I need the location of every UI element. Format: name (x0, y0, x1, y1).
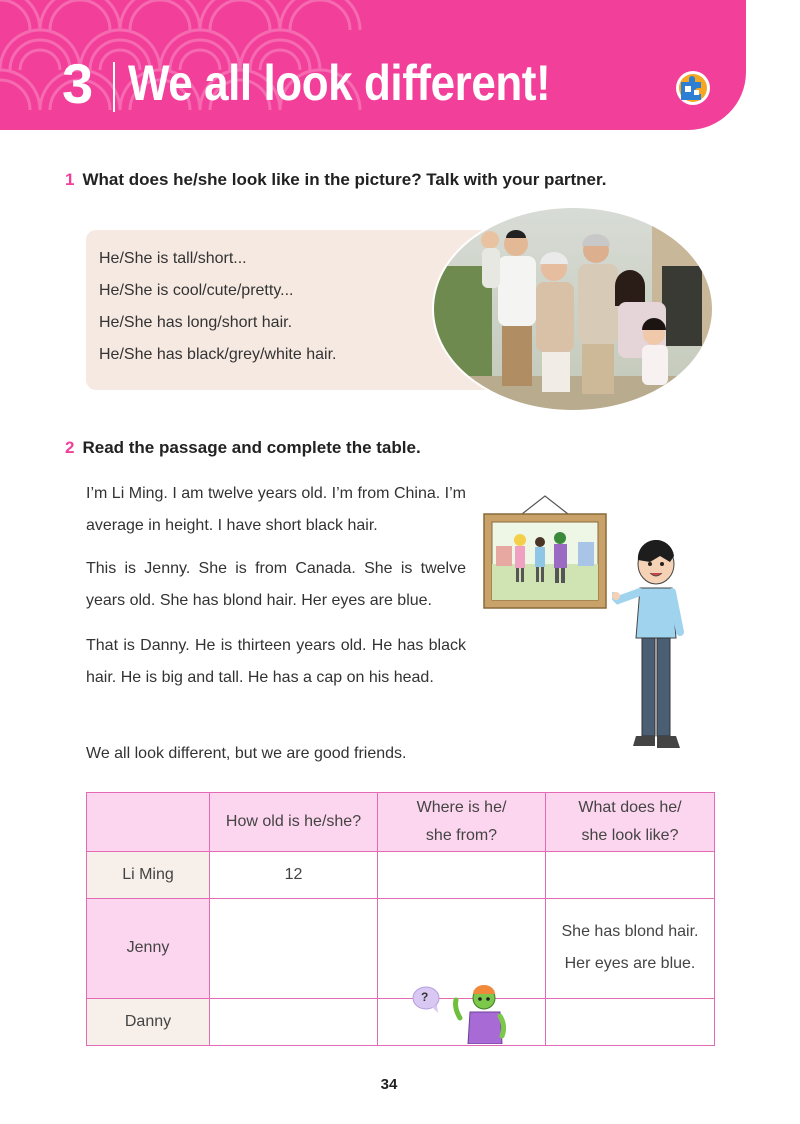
table-header-empty (87, 793, 210, 852)
li-ming-character (612, 540, 700, 766)
unit-divider (113, 62, 115, 112)
info-table (86, 792, 715, 1046)
table-header-from (378, 793, 546, 852)
phrase-line: He/She is tall/short... (99, 250, 247, 267)
header-age-text: How old is he/she? (225, 813, 362, 830)
cell-age[interactable]: 12 (210, 852, 378, 899)
section1-instruction: What does he/she look like in the picture? Talk with your partner. (82, 170, 607, 189)
section1-number: 1 (65, 170, 75, 189)
cell-look[interactable] (546, 899, 715, 998)
header-look-line: she look like? (581, 827, 679, 844)
table-row (87, 998, 715, 1045)
page-number: 34 (380, 1076, 398, 1093)
section1-heading (65, 170, 606, 190)
row-name: Li Ming (87, 852, 210, 899)
phrase-line: He/She has long/short hair. (99, 314, 293, 331)
section2-instruction: Read the passage and complete the table. (82, 438, 421, 457)
puzzle-globe-icon (675, 70, 711, 106)
unit-title: We all look different! (128, 55, 551, 111)
cell-age[interactable] (210, 899, 378, 998)
passage-paragraph: I’m Li Ming. I am twelve years old. I’m from China. I’m average in height. I have short black hair. (86, 485, 466, 534)
phrase-line: He/She is cool/cute/pretty... (99, 282, 294, 299)
phrase-line: He/She has black/grey/white hair. (99, 346, 337, 363)
table-header-age (210, 793, 378, 852)
look-line: She has blond hair. (561, 923, 699, 941)
section2-number: 2 (65, 438, 75, 457)
cell-age[interactable] (210, 998, 378, 1045)
family-photo (432, 206, 714, 412)
table-row (87, 899, 715, 998)
passage-paragraph: This is Jenny. She is from Canada. She is twelve years old. She has blond hair. Her eyes are blue. (86, 560, 466, 609)
passage-paragraph: That is Danny. He is thirteen years old. He has black hair. He is big and tall. He has a cap on his head. (86, 637, 466, 686)
section2-heading (65, 438, 421, 458)
row-name: Danny (87, 998, 210, 1045)
row-name: Jenny (87, 899, 210, 998)
header-from-line: Where is he/ (416, 799, 507, 816)
table-header-look (546, 793, 715, 852)
passage-paragraph: We all look different, but we are good friends. (86, 745, 407, 762)
table-row (87, 852, 715, 899)
look-line: Her eyes are blue. (564, 955, 696, 973)
header-from-line: she from? (425, 827, 498, 844)
cell-from[interactable] (378, 852, 546, 899)
speech-bubble-text: ? (421, 990, 429, 1004)
header-look-line: What does he/ (578, 799, 682, 816)
framed-picture (482, 494, 608, 610)
cell-look[interactable] (546, 852, 715, 899)
unit-banner (0, 0, 746, 130)
cell-look[interactable] (546, 998, 715, 1045)
unit-number: 3 (62, 52, 94, 115)
table-header-row (87, 793, 715, 852)
